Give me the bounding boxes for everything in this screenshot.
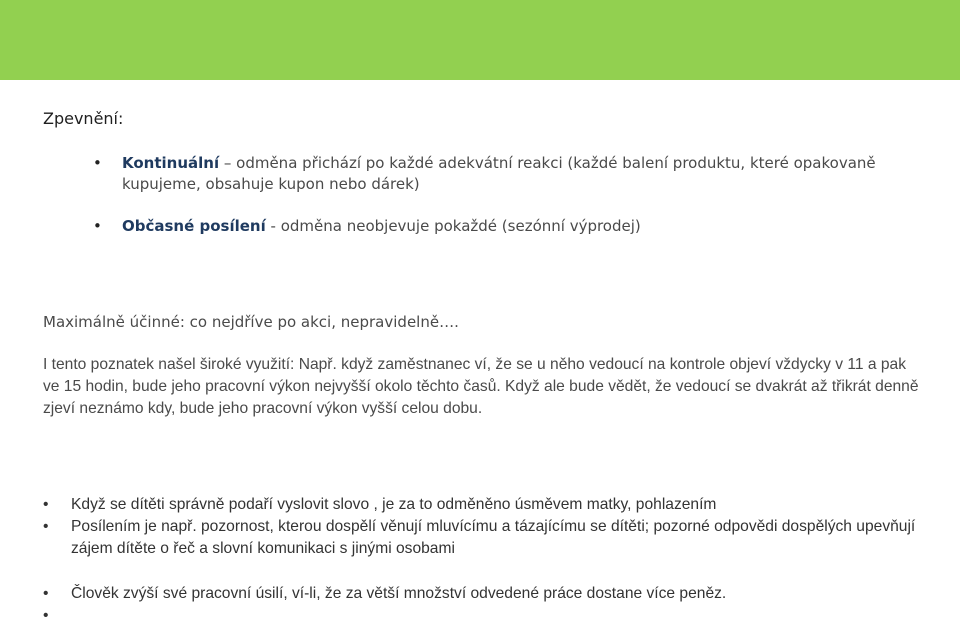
bullet-icon: • <box>43 518 49 535</box>
term-occasional: Občasné posílení <box>122 217 266 235</box>
list-item-occasional <box>93 216 933 237</box>
example-text: Posílením je např. pozornost, kterou dospělí věnují mluvícímu a tázajícímu se dítěti; pozorné odpovědi dospělých upevňují zájem dítěte o řeč a slovní komunikaci s jinými osobami <box>71 518 916 557</box>
bullet-icon: • <box>93 154 102 172</box>
list-item <box>43 583 923 605</box>
term-continuous: Kontinuální <box>122 154 220 172</box>
text-occasional: - odměna neobjevuje pokaždé (sezónní výprodej) <box>265 217 641 235</box>
bullet-icon: • <box>93 217 102 235</box>
bullet-icon: • <box>43 496 49 513</box>
list-item-continuous <box>93 153 933 195</box>
reinforcement-list <box>93 153 933 258</box>
list-item <box>43 494 923 516</box>
bullet-icon: • <box>43 607 49 624</box>
page-heading: Zpevnění: <box>43 109 124 128</box>
example-text: Člověk zvýší své pracovní úsilí, ví-li, že za větší množství odvedené práce dostane více peněz. <box>71 585 727 602</box>
examples-list <box>43 494 923 624</box>
example-text: Když se dítěti správně podaří vyslovit slovo , je za to odměněno úsměvem matky, pohlazením <box>71 496 717 513</box>
list-item <box>43 516 923 560</box>
max-effective-text: Maximálně účinné: co nejdříve po akci, nepravidelně…. <box>43 313 459 331</box>
knowledge-paragraph: I tento poznatek našel široké využití: Např. když zaměstnanec ví, že se u něho vedoucí na kontrole objeví vždycky v 11 a pak ve 15 hodin, bude jeho pracovní výkon nejvyšší okolo těchto časů. Když ale bude vědět, že vedoucí se dvakrát až třikrát denně zjeví neznámo kdy, bude jeho pracovní výkon vyšší celou dobu. <box>43 356 919 417</box>
header-band <box>0 0 960 80</box>
bullet-icon: • <box>43 585 49 602</box>
text-continuous: – odměna přichází po každé adekvátní reakci (každé balení produktu, které opakovaně kupujeme, obsahuje kupon nebo dárek) <box>122 154 876 193</box>
